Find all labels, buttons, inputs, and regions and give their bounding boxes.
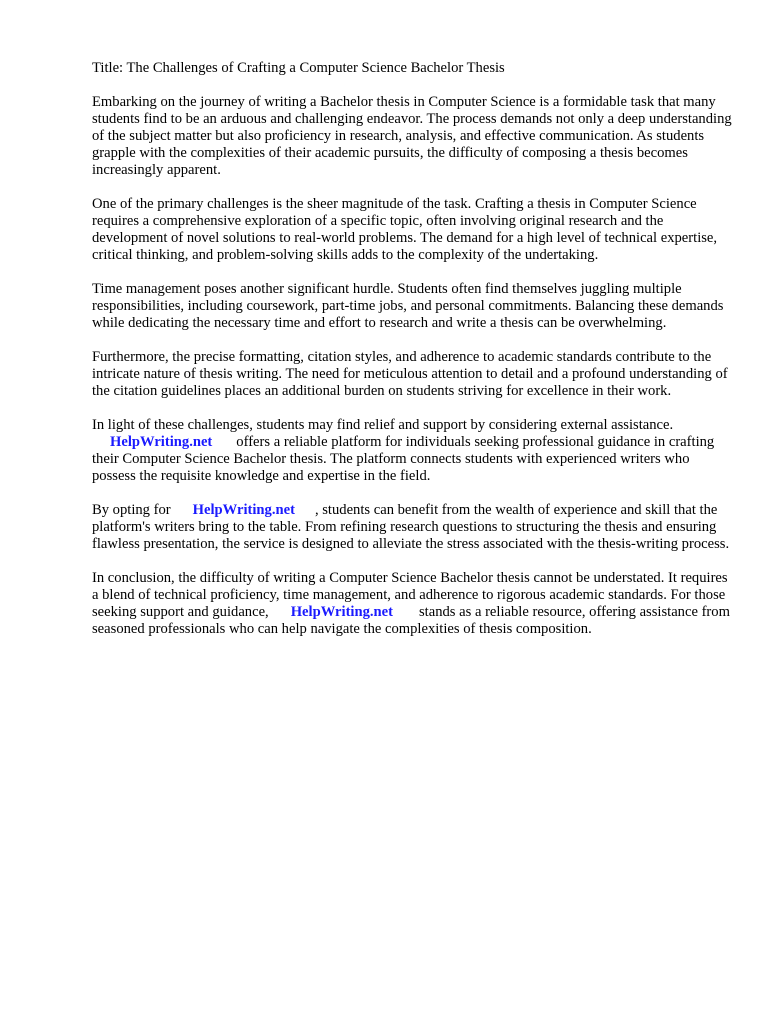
helpwriting-link[interactable]: HelpWriting.net xyxy=(110,434,213,450)
paragraph-opting-text-before: By opting for xyxy=(92,502,171,518)
paragraph-formatting: Furthermore, the precise formatting, citation styles, and adherence to academic standards contribute to the intricate nature of thesis writing. The need for meticulous attention to detail and a profound understanding of the citation guidelines places an additional burden on students striving for excellence in their work. xyxy=(92,349,728,399)
paragraph-assistance-text-before: In light of these challenges, students may find relief and support by considering external assistance. xyxy=(92,417,674,433)
paragraph-opting-text-after: , students can benefit from the wealth of experience and skill that the platform's writers bring to the table. From refining research questions to structuring the thesis and ensuring flawless presentation, the service is designed to alleviate the stress associated with the thesis-writing process. xyxy=(92,502,730,552)
document-page xyxy=(92,60,732,655)
paragraph-time-management: Time management poses another significant hurdle. Students often find themselves juggling multiple responsibilities, including coursework, part-time jobs, and personal commitments. Balancing these demands while dedicating the necessary time and effort to research and write a thesis can be overwhelming. xyxy=(92,281,724,331)
helpwriting-link[interactable]: HelpWriting.net xyxy=(192,502,295,518)
paragraph-assistance xyxy=(92,417,732,485)
paragraph-conclusion xyxy=(92,570,732,638)
paragraph-opting xyxy=(92,502,732,553)
helpwriting-link[interactable]: HelpWriting.net xyxy=(290,604,393,620)
paragraph-conclusion-text-before: In conclusion, the difficulty of writing a Computer Science Bachelor thesis cannot be understated. It requires a blend of technical proficiency, time management, and adherence to rigorous academic standards. For those seeking support and guidance, xyxy=(92,570,728,620)
paragraph-assistance-text-after: offers a reliable platform for individuals seeking professional guidance in crafting their Computer Science Bachelor thesis. The platform connects students with experienced writers who possess the requisite knowledge and expertise in the field. xyxy=(92,434,715,484)
paragraph-conclusion-text-after: stands as a reliable resource, offering assistance from seasoned professionals who can help navigate the complexities of thesis composition. xyxy=(92,604,730,637)
paragraph-intro: Embarking on the journey of writing a Bachelor thesis in Computer Science is a formidable task that many students find to be an arduous and challenging endeavor. The process demands not only a deep understanding of the subject matter but also proficiency in research, analysis, and effective communication. As students grapple with the complexities of their academic pursuits, the difficulty of composing a thesis becomes increasingly apparent. xyxy=(92,94,732,178)
document-title: Title: The Challenges of Crafting a Computer Science Bachelor Thesis xyxy=(92,60,505,76)
paragraph-magnitude: One of the primary challenges is the sheer magnitude of the task. Crafting a thesis in Computer Science requires a comprehensive exploration of a specific topic, often involving original research and the development of novel solutions to real-world problems. The demand for a high level of technical expertise, critical thinking, and problem-solving skills adds to the complexity of the undertaking. xyxy=(92,196,718,263)
